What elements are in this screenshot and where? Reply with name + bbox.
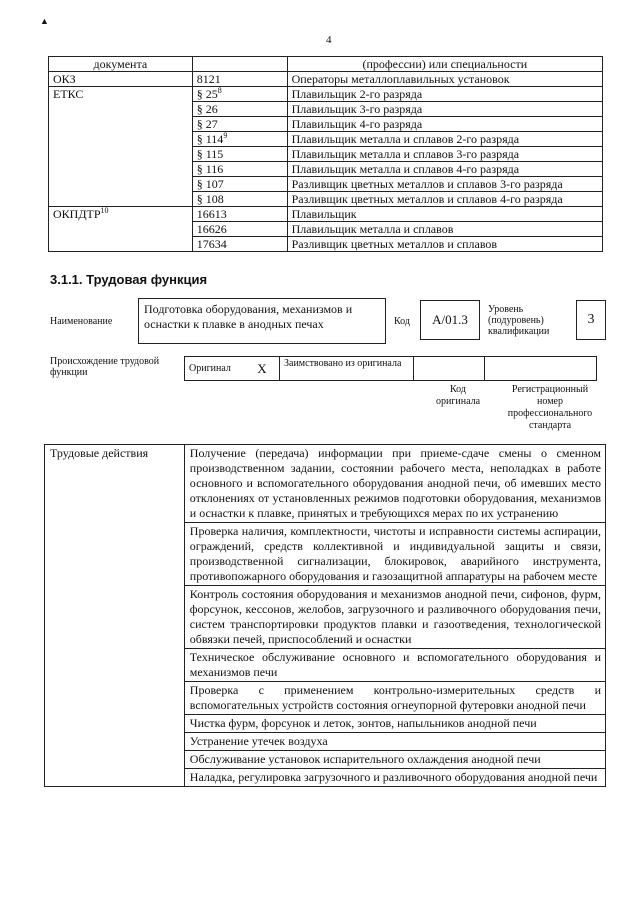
section-title: 3.1.1. Трудовая функция [50,272,208,287]
origin-row [185,357,597,381]
name-label: Наименование [50,316,113,327]
code-cell: § 116 [192,162,287,177]
action-item: Проверка с применением контрольно-измерительных средств и вспомогательных устройств состояния огнеупорной футеровки анодной печи [184,682,605,715]
action-item: Контроль состояния оборудования и механизмов анодной печи, сифонов, фурм, форсунок, кессонов, желобов, загрузочного и разливочного оборудования печи, систем транспортировки продуктов плавки и газоотведения, технологической обвязки печей, приспособлений и оснастки [184,586,605,649]
title-cell: Плавильщик 4-го разряда [287,117,602,132]
table-row [49,87,603,102]
code-cell: 16613 [192,207,287,222]
footnote-mark: 10 [100,206,109,215]
registration-number-cell [485,357,597,381]
doc-cell [49,207,193,252]
table-row [45,445,606,523]
action-item: Обслуживание установок испарительного охлаждения анодной печи [184,751,605,769]
code-cell [192,87,287,102]
registration-number-caption: Регистрационный номер профессионального стандарта [507,384,593,431]
title-cell: Разливщик цветных металлов и сплавов [287,237,602,252]
labor-actions-label: Трудовые действия [45,445,185,787]
doc-cell: ОКЗ [49,72,193,87]
code-cell: § 108 [192,192,287,207]
title-cell: Операторы металлоплавильных установок [287,72,602,87]
table-row [49,72,603,87]
doc-cell [49,87,193,207]
function-code-box: A/01.3 [420,300,480,340]
table-header-row [49,57,603,72]
original-code-caption: Код оригинала [435,384,481,407]
origin-table [184,356,597,381]
function-name-box: Подготовка оборудования, механизмов и оснастки к плавке в анодных печах [138,298,386,344]
header-cell-code [192,57,287,72]
action-item: Получение (передача) информации при приеме-сдаче смены о сменном производственном задании, состоянии рабочего места, неполадках в работе основного и вспомогательного оборудования анодной печи, об имевших место отклонениях от установленных режимов подготовки оборудования, механизмов и оснастки к плавке, принятых и требующихся мерах по их устранению [184,445,605,523]
labor-actions-table [44,444,606,787]
title-cell: Плавильщик металла и сплавов 4-го разряда [287,162,602,177]
code-cell: § 115 [192,147,287,162]
codes-table [48,56,603,252]
original-mark: X [245,357,280,381]
action-item: Техническое обслуживание основного и вспомогательного оборудования и механизмов печи [184,649,605,682]
original-label: Оригинал [185,357,246,381]
title-cell: Плавильщик [287,207,602,222]
code-value: § 114 [196,132,224,146]
title-cell: Разливщик цветных металлов и сплавов 4-го разряда [287,192,602,207]
code-label: Код [394,316,410,327]
action-item: Чистка фурм, форсунок и леток, зонтов, напыльников анодной печи [184,715,605,733]
code-cell: § 26 [192,102,287,117]
qualification-level-label: Уровень (подуровень) квалификации [488,304,550,337]
action-item: Проверка наличия, комплектности, чистоты и исправности системы аспирации, ограждений, средств коллективной и индивидуальной защиты и связи, производственной сигнализации, блокировок, аварийного инструмента, противопожарного оборудования и газозащитной аппаратуры на рабочем месте [184,523,605,586]
code-cell: § 107 [192,177,287,192]
footnote-mark: 8 [217,86,222,95]
action-item: Устранение утечек воздуха [184,733,605,751]
title-cell: Плавильщик 3-го разряда [287,102,602,117]
doc-name: ОКПДТР [53,207,101,221]
borrowed-label: Заимствовано из оригинала [280,357,414,381]
header-cell-document: документа [49,57,193,72]
original-code-cell [414,357,485,381]
code-cell: 16626 [192,222,287,237]
table-row [49,207,603,222]
code-cell: 8121 [192,72,287,87]
title-cell: Плавильщик металла и сплавов 3-го разряда [287,147,602,162]
title-cell: Плавильщик 2-го разряда [287,87,602,102]
action-item: Наладка, регулировка загрузочного и разливочного оборудования анодной печи [184,769,605,787]
header-cell-profession: (профессии) или специальности [287,57,602,72]
corner-mark: ▲ [40,16,49,26]
title-cell: Плавильщик металла и сплавов 2-го разряда [287,132,602,147]
qualification-level-box: 3 [576,300,606,340]
origin-label: Происхождение трудовой функции [50,356,160,378]
page-number: 4 [326,34,332,46]
code-cell [192,132,287,147]
title-cell: Плавильщик металла и сплавов [287,222,602,237]
code-cell: § 27 [192,117,287,132]
doc-name: ЕТКС [53,87,84,101]
code-value: § 25 [196,87,218,101]
title-cell: Разливщик цветных металлов и сплавов 3-го разряда [287,177,602,192]
footnote-mark: 9 [223,131,228,140]
code-cell: 17634 [192,237,287,252]
